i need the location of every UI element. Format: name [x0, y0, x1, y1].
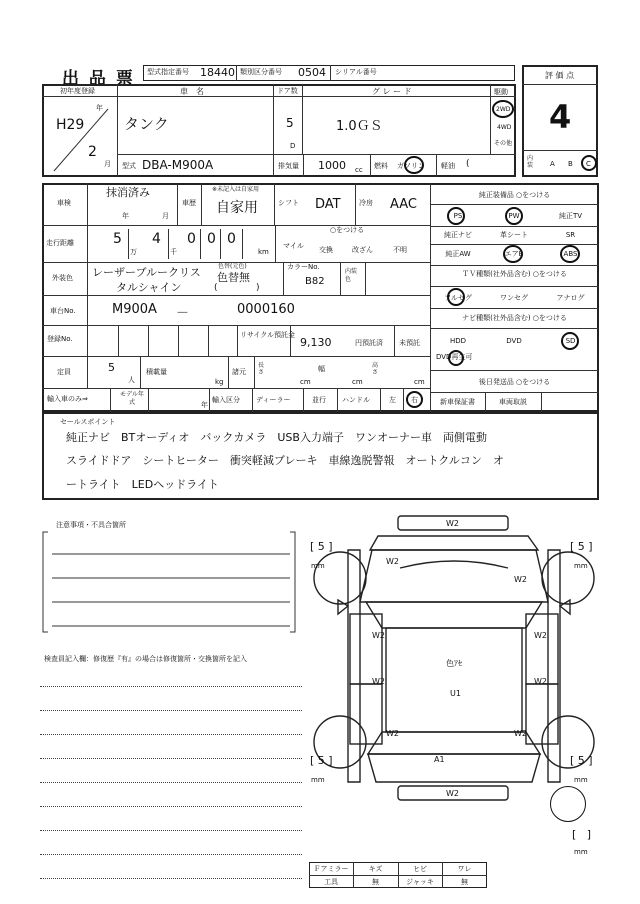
inspection-year-unit: 年: [122, 212, 129, 220]
mileage-km: km: [258, 248, 269, 256]
drive-2wd-circle: [492, 100, 514, 118]
usage-value: 自家用: [216, 200, 258, 216]
grade-value: 1.0ＧＳ: [336, 119, 383, 134]
tv-fullseg: フルセグ: [444, 294, 472, 302]
mileage-opt-mile: マイル: [283, 242, 304, 250]
inspection-value: 抹消済み: [106, 186, 150, 199]
footer-h-4: ワレ: [457, 865, 472, 873]
chassis-dash: －: [176, 306, 190, 321]
car-name: タンク: [124, 115, 169, 133]
footer-v-3: ジャッキ: [406, 878, 434, 886]
tread-rr-unit: mm: [574, 776, 588, 784]
sales-line-1: 純正ナビ BTオーディオ バックカメラ USB入力端子 ワンオーナー車 両側電動: [66, 431, 487, 444]
footer-h-3: ヒビ: [413, 865, 427, 873]
equip-abs: ABS: [563, 250, 578, 258]
mark-left-front-door: W2: [372, 631, 385, 640]
usage-note: ※未記入は自家用: [212, 186, 260, 193]
equip-airbag-circle: [503, 245, 523, 263]
fuel-gasoline: ガソリン: [397, 162, 425, 170]
recycle-status: 未預託: [399, 339, 420, 347]
mileage-options-title: ○をつける: [330, 226, 365, 234]
caution-area: [40, 528, 300, 638]
handle-right-circle: [406, 391, 423, 408]
first-reg-label: 初年度登録: [60, 87, 95, 95]
equip-navi: 純正ナビ: [444, 231, 472, 239]
mark-left-quarter: W2: [386, 729, 399, 738]
footer-h-1: Ｆアミラー: [313, 865, 349, 873]
navi-sd-circle: [561, 332, 579, 350]
model-label: 型式: [122, 162, 136, 170]
color-value-2: タルシャイン: [116, 281, 182, 294]
navi-dvd-play: DVD再生可: [436, 353, 473, 361]
ac-value: AAC: [390, 197, 417, 212]
displacement-unit: cc: [355, 166, 363, 174]
mark-right-quarter: W2: [514, 729, 527, 738]
chassis-label: 車台No.: [50, 307, 76, 315]
navi-hdd: HDD: [449, 337, 467, 345]
navi-sd: SD: [565, 337, 576, 345]
first-reg-month: 2: [88, 144, 97, 160]
mileage-digit-3: 0: [187, 231, 196, 247]
width-unit: cm: [352, 378, 363, 386]
form-title: 出 品 票: [62, 69, 135, 89]
navi-title: ナビ種類(社外品含む) ○をつける: [462, 314, 567, 322]
equip-tv: 純正TV: [558, 212, 583, 220]
capacity-label: 定員: [57, 368, 71, 376]
mileage-digit-2: 4: [152, 231, 161, 247]
header-id-strip: [143, 65, 515, 81]
score-label: 評 価 点: [545, 71, 575, 80]
tv-title: ＴＶ種類(社外品含む) ○をつける: [462, 270, 567, 278]
footer-v-4: 無: [461, 878, 468, 886]
drive-2wd: 2WD: [496, 106, 511, 113]
tread-fl-unit: mm: [311, 562, 325, 570]
equip-pw: PW: [508, 212, 520, 220]
fuel-diesel: 軽油: [441, 162, 455, 170]
mileage-digit-4: 0: [207, 231, 216, 247]
length-unit: cm: [300, 378, 311, 386]
equip-title: 純正装備品 ○をつける: [478, 191, 551, 199]
interior-grade-b: B: [568, 160, 573, 168]
load-unit: kg: [215, 378, 224, 386]
class-label: 類別区分番号: [240, 68, 282, 76]
grade-label: グ レ ー ド: [372, 87, 412, 96]
spare-tire-icon: [550, 786, 586, 822]
dims-label: 諸元: [232, 368, 246, 376]
drive-other: その他: [494, 140, 513, 147]
equip-abs-circle: [560, 245, 580, 263]
mark-left-rear-door: W2: [372, 677, 385, 686]
reg-no-label: 登録No.: [47, 335, 73, 343]
tv-analog: アナログ: [556, 294, 585, 302]
inspector-label: 検査員記入欄：修復歴『有』の場合は修復箇所・交換箇所を記入: [44, 655, 247, 663]
equip-pw-circle: [505, 207, 523, 225]
capacity-unit: 人: [128, 376, 135, 384]
import-parallel: 並行: [312, 396, 326, 404]
spare-tread: [ ]: [572, 828, 592, 841]
tread-fr: [ 5 ]: [570, 540, 593, 553]
mark-roof-u1: U1: [450, 689, 461, 698]
mark-rear-bumper: W2: [446, 789, 459, 798]
doors-label: ドア数: [277, 87, 298, 95]
score-value: 4: [549, 98, 572, 136]
color-change-label: 色替(元色): [218, 263, 247, 270]
drive-label: 駆動: [494, 88, 508, 96]
recycle-label: リサイクル預託金: [240, 331, 296, 339]
color-no-label: カラーNo.: [287, 263, 320, 271]
equip-airbag: エアB: [504, 250, 524, 258]
first-reg-year: H29: [56, 117, 85, 133]
handle-right: 右: [411, 396, 418, 404]
displacement-label: 排気量: [278, 162, 299, 170]
mileage-man: 万: [130, 248, 137, 256]
inspection-month-unit: 月: [162, 212, 169, 220]
fuel-label: 燃料: [374, 162, 388, 170]
handle-left: 左: [389, 396, 396, 404]
usage-label: 車歴: [182, 199, 196, 207]
equip-ps-circle: [447, 207, 465, 225]
mileage-opt-tamper: 改ざん: [352, 246, 373, 254]
interior-label: 内装: [527, 155, 534, 169]
mark-front-right-fender: W2: [514, 575, 527, 584]
height-label: 高さ: [372, 362, 379, 376]
interior-color-label: 内装色: [345, 268, 358, 283]
later-warranty: 新車保証書: [440, 398, 475, 406]
model-cert-label: 型式指定番号: [147, 68, 189, 76]
shift-value: DAT: [315, 197, 341, 212]
doors-unit: D: [290, 142, 296, 150]
model-year-label: モデル年式: [120, 391, 144, 406]
model-year-unit: 年: [201, 401, 208, 409]
model-cert-value: 18440: [200, 66, 235, 79]
model-value: DBA-M900A: [142, 158, 214, 172]
tread-rl: [ 5 ]: [310, 754, 333, 767]
interior-grade-circle: [581, 155, 597, 171]
mark-roof-color: 色ｱｾ: [446, 659, 462, 668]
drive-4wd: 4WD: [497, 124, 512, 131]
later-manual: 車両取説: [499, 398, 527, 406]
serial-label: シリアル番号: [335, 68, 377, 76]
shift-label: シフト: [278, 199, 299, 207]
color-no-value: B82: [305, 276, 325, 287]
mileage-label: 走行距離: [46, 239, 74, 247]
color-value-1: レーザーブルークリス: [92, 266, 201, 279]
mark-front-left: W2: [386, 557, 399, 566]
height-unit: cm: [414, 378, 425, 386]
doors-value: 5: [286, 116, 294, 130]
displacement-value: 1000: [318, 159, 346, 172]
color-label: 外装色: [52, 274, 73, 282]
class-value: 0504: [298, 66, 326, 79]
mark-front-bumper: W2: [446, 519, 459, 528]
import-class-label: 輸入区分: [212, 396, 240, 404]
load-label: 積載量: [146, 368, 167, 376]
car-name-label: 車 名: [180, 87, 204, 96]
mileage-sen: 千: [170, 248, 177, 256]
recycle-unit: 円預託済: [355, 339, 383, 347]
navi-dvd: DVD: [506, 337, 522, 345]
interior-grade-a: A: [550, 160, 555, 168]
import-dealer: ディーラー: [256, 396, 291, 404]
tread-rr: [ 5 ]: [570, 754, 593, 767]
footer-h-2: キズ: [368, 865, 383, 873]
capacity-value: 5: [108, 361, 115, 374]
tv-oneseg: ワンセグ: [500, 294, 528, 302]
tv-fullseg-circle: [447, 288, 465, 306]
handle-label: ハンドル: [342, 396, 370, 404]
import-label: 輸入車のみ⇒: [47, 395, 88, 403]
equip-sr: SR: [565, 231, 576, 239]
caution-label: 注意事項・不具合箇所: [56, 521, 126, 529]
length-label: 長さ: [258, 362, 265, 376]
mileage-opt-replace: 交換: [319, 246, 333, 254]
mileage-digit-1: 5: [113, 231, 122, 247]
recycle-value: 9,130: [300, 336, 332, 349]
mark-right-rear-door: W2: [534, 677, 547, 686]
tread-fl: [ 5 ]: [310, 540, 333, 553]
sales-points-label: セールスポイント: [60, 418, 116, 426]
inspection-label: 車検: [57, 199, 71, 207]
equip-ps: PS: [453, 212, 463, 220]
mileage-digit-5: 0: [227, 231, 236, 247]
spare-tread-unit: mm: [574, 848, 588, 856]
equip-aw: 純正AW: [445, 250, 471, 258]
chassis-number: 0000160: [237, 302, 295, 317]
mark-rear-a1: A1: [434, 755, 445, 764]
footer-v-1: 工具: [324, 878, 338, 886]
mark-right-front-door: W2: [534, 631, 547, 640]
tread-rl-unit: mm: [311, 776, 325, 784]
ac-label: 冷房: [359, 199, 373, 207]
month-unit: 月: [104, 160, 111, 168]
fuel-circle: [404, 156, 424, 174]
sales-line-2: スライドドア シートヒーター 衝突軽減ブレーキ 車線逸脱警報 オートクルコン オ: [66, 454, 504, 467]
navi-dvd-play-circle: [448, 350, 464, 366]
equip-leather: 革シート: [500, 231, 528, 239]
width-label: 幅: [318, 365, 325, 373]
sales-line-3: ートライト LEDヘッドライト: [66, 478, 219, 491]
color-change-value: 色替無: [217, 271, 250, 284]
year-unit: 年: [96, 104, 103, 112]
chassis-prefix: M900A: [112, 302, 157, 317]
later-title: 後日発送品 ○をつける: [478, 378, 551, 386]
mileage-opt-unknown: 不明: [393, 246, 407, 254]
interior-grade-c: C: [586, 160, 591, 168]
footer-v-2: 無: [372, 878, 379, 886]
tread-fr-unit: mm: [574, 562, 588, 570]
